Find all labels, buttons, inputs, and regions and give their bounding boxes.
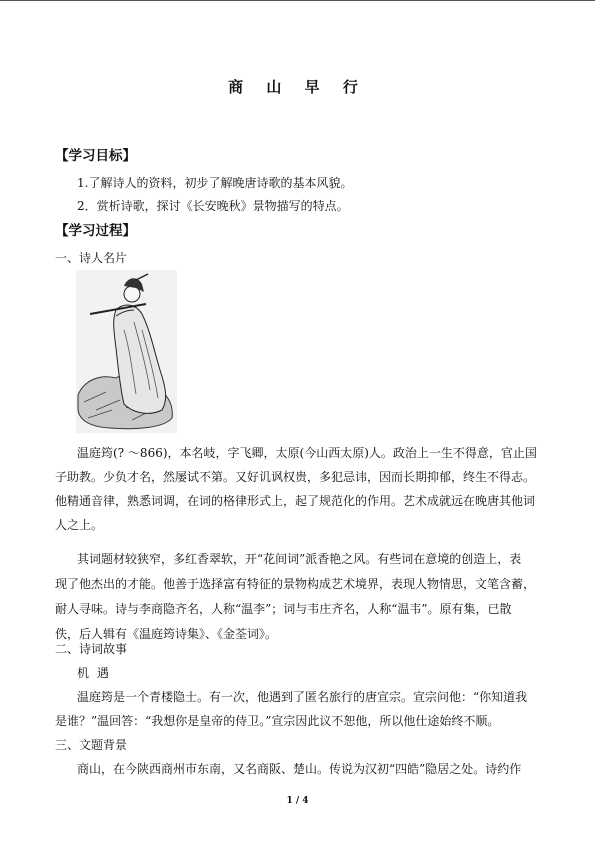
goals-heading: 【学习目标】 — [55, 148, 136, 164]
story-line: 是谁？”温回答：“我想你是皇帝的侍卫。”宣宗因此议不恕他，所以他仕途始终不顺。 — [55, 714, 500, 728]
page-title: 商 山 早 行 — [228, 78, 367, 96]
poet-portrait-image — [76, 270, 177, 433]
story-subtitle: 机 遇 — [77, 666, 111, 680]
top-rule — [0, 0, 595, 1]
goal-item: 2．赏析诗歌，探讨《长安晚秋》景物描写的特点。 — [77, 199, 349, 213]
bio-line: 温庭筠(? ～866)，本名岐，字飞卿，太原(今山西太原)人。政治上一生不得意，官止国 — [77, 446, 537, 460]
works-line: 现了他杰出的才能。他善于选择富有特征的景物构成艺术境界，表现人物情思，文笔含蓄， — [55, 577, 536, 591]
story-line: 温庭筠是一个青楼隐士。有一次，他遇到了匿名旅行的唐宣宗。宣宗问他：“你知道我 — [77, 690, 528, 704]
page-number: 1 / 4 — [286, 796, 309, 806]
process-heading: 【学习过程】 — [55, 223, 136, 239]
background-heading: 三、文题背景 — [55, 738, 128, 752]
works-line: 耐人寻味。诗与李商隐齐名，人称“温李”；词与韦庄齐名，人称“温韦”。原有集，已散 — [55, 602, 512, 616]
bio-line: 人之上。 — [55, 518, 104, 532]
poet-card-heading: 一、诗人名片 — [55, 251, 128, 265]
bio-line: 他精通音律，熟悉词调，在词的格律形式上，起了规范化的作用。艺术成就远在晚唐其他词 — [55, 494, 536, 508]
poet-portrait-drawing — [76, 270, 177, 433]
goal-item: 1.了解诗人的资料，初步了解晚唐诗歌的基本风貌。 — [77, 176, 353, 190]
background-line: 商山，在今陕西商州市东南，又名商阪、楚山。传说为汉初“四皓”隐居之处。诗约作 — [77, 762, 522, 776]
works-line: 佚，后人辑有《温庭筠诗集》、《金荃词》。 — [55, 627, 278, 641]
poem-story-heading: 二、诗词故事 — [55, 642, 128, 656]
bio-line: 子助教。少负才名，然屡试不第。又好讥讽权贵，多犯忌讳，因而长期抑郁，终生不得志。 — [55, 470, 536, 484]
works-line: 其词题材较狭窄，多红香翠软，开“花间词”派香艳之风。有些词在意境的创造上，表 — [77, 552, 522, 566]
